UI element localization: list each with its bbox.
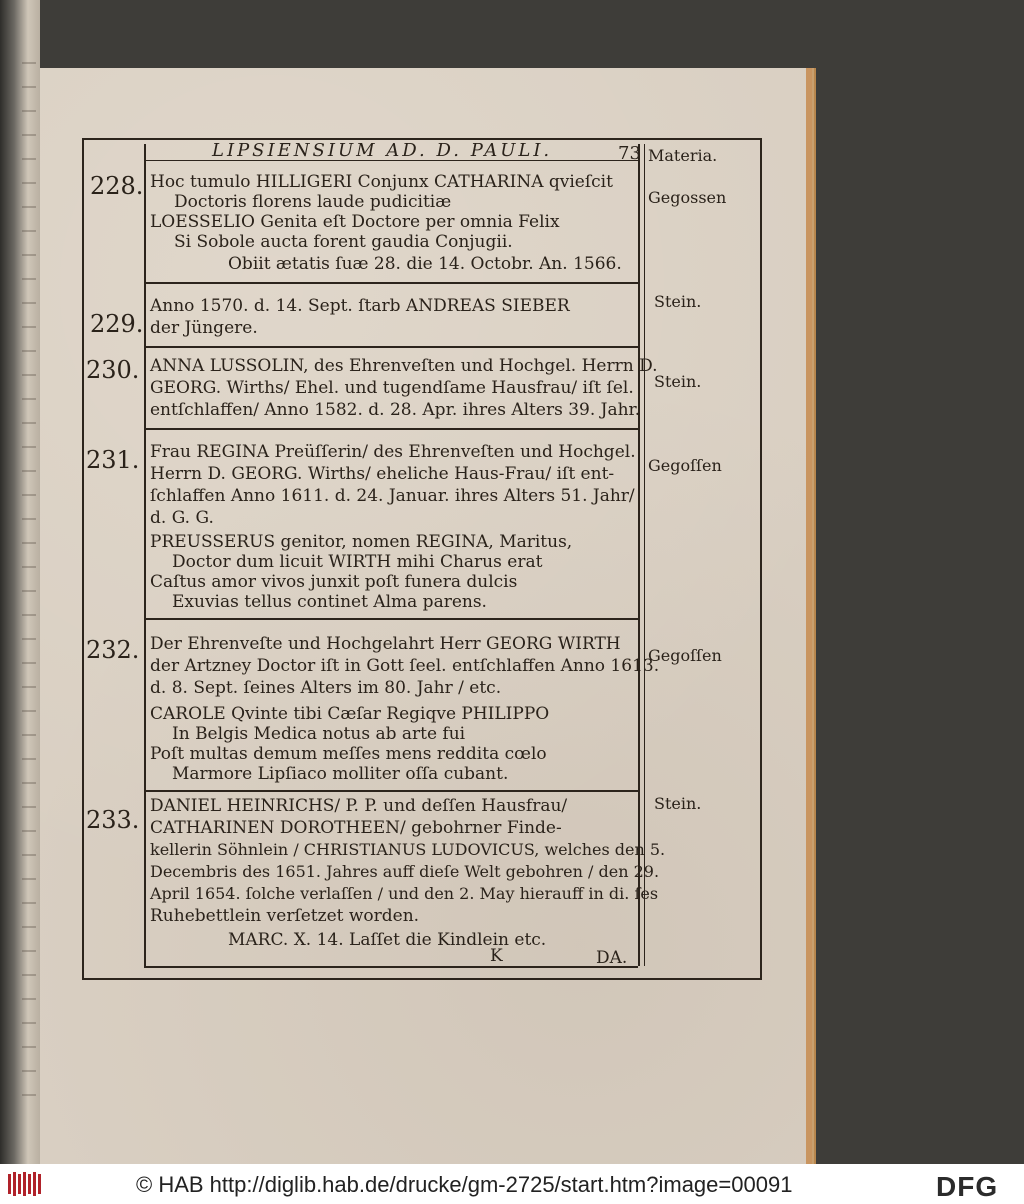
entry-material: Gegoſſen [648,456,722,475]
entry-material: Gegoſſen [648,646,722,665]
verse-line: Exuvias tellus continet Alma parens. [172,592,487,612]
entry-line: der Artzney Doctor iſt in Gott ſeel. entſchlaffen Anno 1613. [150,656,660,676]
entry-line: LOESSELIO Genita eſt Doctore per omnia Felix [150,212,560,232]
separator-228-229 [144,282,638,284]
entry-line: April 1654. ſolche verlaſſen / und den 2. May hierauff in di. ſes [150,884,659,903]
text-column-left-rule [144,144,146,966]
viewer-footer [0,1164,1024,1204]
entry-line: Herrn D. GEORG. Wirths/ eheliche Haus-Frau/ iſt ent- [150,464,615,484]
entry-material: Gegossen [648,188,727,207]
entry-line: Hoc tumulo HILLIGERI Conjunx CATHARINA qvieſcit [150,172,613,192]
entry-line: kellerin Söhnlein / CHRISTIANUS LUDOVICUS, welches den 5. [150,840,666,859]
page-number: 73 [618,143,641,164]
entry-number: 230. [86,356,140,384]
verse-line: Doctor dum licuit WIRTH mihi Charus erat [172,552,543,572]
verse-line: Marmore Lipſiaco molliter oſſa cubant. [172,764,509,784]
entry-line: ſchlaffen Anno 1611. d. 24. Januar. ihres Alters 51. Jahr/ [150,486,635,506]
entry-number: 228. [90,172,144,200]
entry-line: DANIEL HEINRICHS/ P. P. und deſſen Hausfrau/ [150,796,568,816]
bottom-rule [144,966,638,968]
copyright-url[interactable]: © HAB http://diglib.hab.de/drucke/gm-2725/start.htm?image=00091 [136,1172,793,1197]
entry-number: 233. [86,806,140,834]
entry-line: ANNA LUSSOLIN, des Ehrenveſten und Hochgel. Herrn D. [150,356,658,376]
page-edge [806,68,812,1164]
entry-line: Ruhebettlein verſetzet worden. [150,906,420,926]
entry-line: der Jüngere. [150,318,258,338]
entry-line: Anno 1570. d. 14. Sept. ſtarb ANDREAS SIEBER [150,296,570,316]
dfg-logo: DFG [936,1171,999,1202]
separator-231-232 [144,618,638,620]
entry-line: Der Ehrenveſte und Hochgelahrt Herr GEORG WIRTH [150,634,621,654]
entry-line: Doctoris florens laude pudicitiæ [174,192,452,212]
entry-line: Frau REGINA Preüſſerin/ des Ehrenveſten und Hochgel. [150,442,636,462]
previous-page-edge [0,0,40,1164]
entry-line: d. 8. Sept. ſeines Alters im 80. Jahr / etc. [150,678,502,698]
entry-line: Obiit ætatis ſuæ 28. die 14. Octobr. An. 1566. [228,254,622,274]
verse-line: In Belgis Medica notus ab arte fui [172,724,466,744]
closing-quote: MARC. X. 14. Laſſet die Kindlein etc. [228,930,547,950]
entry-line: entſchlaffen/ Anno 1582. d. 28. Apr. ihres Alters 39. Jahr. [150,400,641,420]
column-heading-materia: Materia. [648,146,718,165]
verse-line: Caſtus amor vivos junxit poſt funera dulcis [150,572,518,592]
separator-230-231 [144,428,638,430]
signature-mark: K [490,946,503,966]
verse-line: Poſt multas demum meſſes mens reddita cœlo [150,744,547,764]
entry-line: Si Sobole aucta forent gaudia Conjugii. [174,232,513,252]
running-head: LIPSIENSIUM AD. D. PAULI. [212,140,553,161]
entry-material: Stein. [654,372,702,391]
entry-material: Stein. [654,794,702,813]
hab-logo-icon [6,1170,44,1198]
entry-material: Stein. [654,292,702,311]
entry-line: d. G. G. [150,508,214,528]
entry-line: GEORG. Wirths/ Ehel. und tugendſame Hausfrau/ iſt ſel. [150,378,634,398]
catchword: DA. [596,948,628,968]
separator-232-233 [144,790,638,792]
entry-number: 231. [86,446,140,474]
entry-line: CATHARINEN DOROTHEEN/ gebohrner Finde- [150,818,562,838]
book-page [40,68,812,1164]
verse-line: PREUSSERUS genitor, nomen REGINA, Maritus, [150,532,573,552]
verse-line: CAROLE Qvinte tibi Cæſar Regiqve PHILIPPO [150,704,550,724]
separator-229-230 [144,346,638,348]
entry-number: 229. [90,310,144,338]
entry-number: 232. [86,636,140,664]
entry-line: Decembris des 1651. Jahres auff dieſe Welt gebohren / den 29. [150,862,660,881]
